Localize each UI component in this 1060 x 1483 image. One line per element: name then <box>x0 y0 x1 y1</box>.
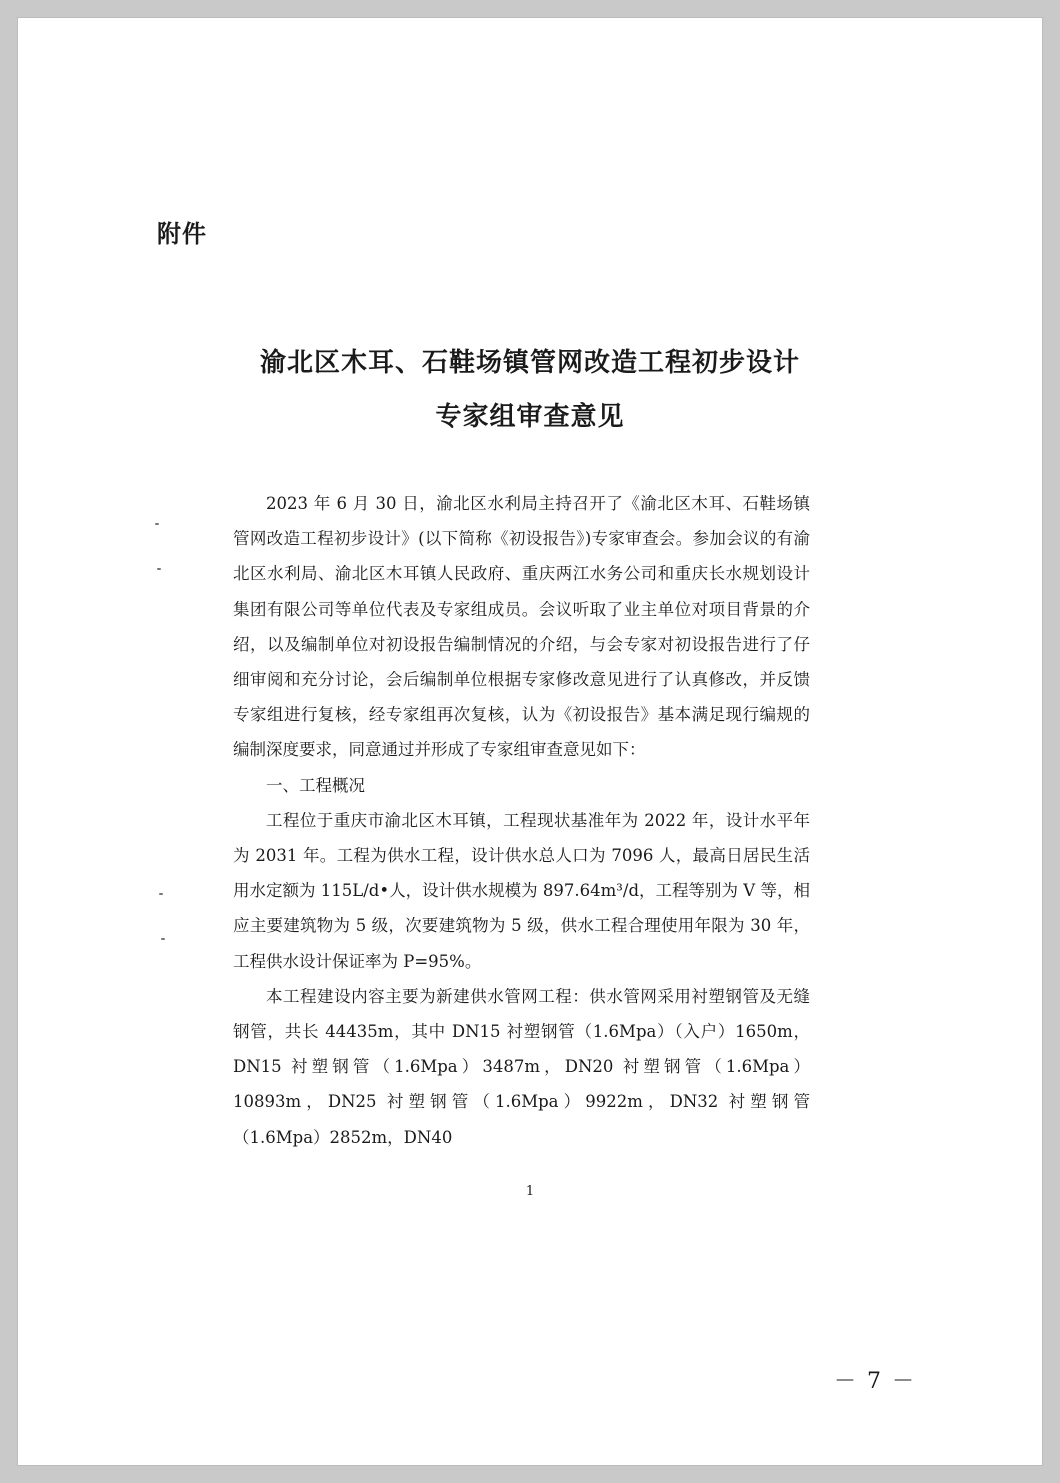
document-title-line1: 渝北区木耳、石鞋场镇管网改造工程初步设计 <box>259 348 800 378</box>
attachment-label: 附件 <box>157 220 207 248</box>
page-number: － 7 － <box>834 1369 916 1394</box>
document-title-line2: 专家组审查意见 <box>435 402 625 432</box>
scan-mark <box>159 893 163 895</box>
document-body <box>233 486 810 1155</box>
section-heading-overview: 一、工程概况 <box>266 775 365 795</box>
paragraph-overview: 工程位于重庆市渝北区木耳镇，工程现状基准年为 2022 年，设计水平年为 2031 年。工程为供水工程，设计供水总人口为 7096 人，最高日居民生活用水定额为 115L/d•人，设计供水规模为 897.64m³/d，工程等别为 V 等，相应主要建筑物为 5 级，次要建筑物为 5 级，供水工程合理使用年限为 30 年，工程供水设计保证率为 P=95%。 <box>233 810 810 971</box>
scan-mark <box>155 523 159 525</box>
scan-mark <box>161 938 165 940</box>
paragraph-intro: 2023 年 6 月 30 日，渝北区水利局主持召开了《渝北区木耳、石鞋场镇管网改造工程初步设计》(以下简称《初设报告》)专家审查会。参加会议的有渝北区水利局、渝北区木耳镇人民政府、重庆两江水务公司和重庆长水规划设计集团有限公司等单位代表及专家组成员。会议听取了业主单位对项目背景的介绍，以及编制单位对初设报告编制情况的介绍，与会专家对初设报告进行了仔细审阅和充分讨论，会后编制单位根据专家修改意见进行了认真修改，并反馈专家组进行复核，经专家组再次复核，认为《初设报告》基本满足现行编规的编制深度要求，同意通过并形成了专家组审查意见如下： <box>233 494 810 760</box>
paragraph-construction: 本工程建设内容主要为新建供水管网工程：供水管网采用衬塑钢管及无缝钢管，共长 44435m，其中 DN15 衬塑钢管（1.6Mpa）（入户）1650m，DN15 衬塑钢管（1.6Mpa）3487m，DN20 衬塑钢管（1.6Mpa）10893m，DN25 衬塑钢管（1.6Mpa）9922m，DN32 衬塑钢管（1.6Mpa）2852m，DN40 <box>233 986 810 1147</box>
scan-mark <box>157 568 161 570</box>
inner-page-number: 1 <box>525 1184 535 1199</box>
document-page <box>18 18 1042 1465</box>
